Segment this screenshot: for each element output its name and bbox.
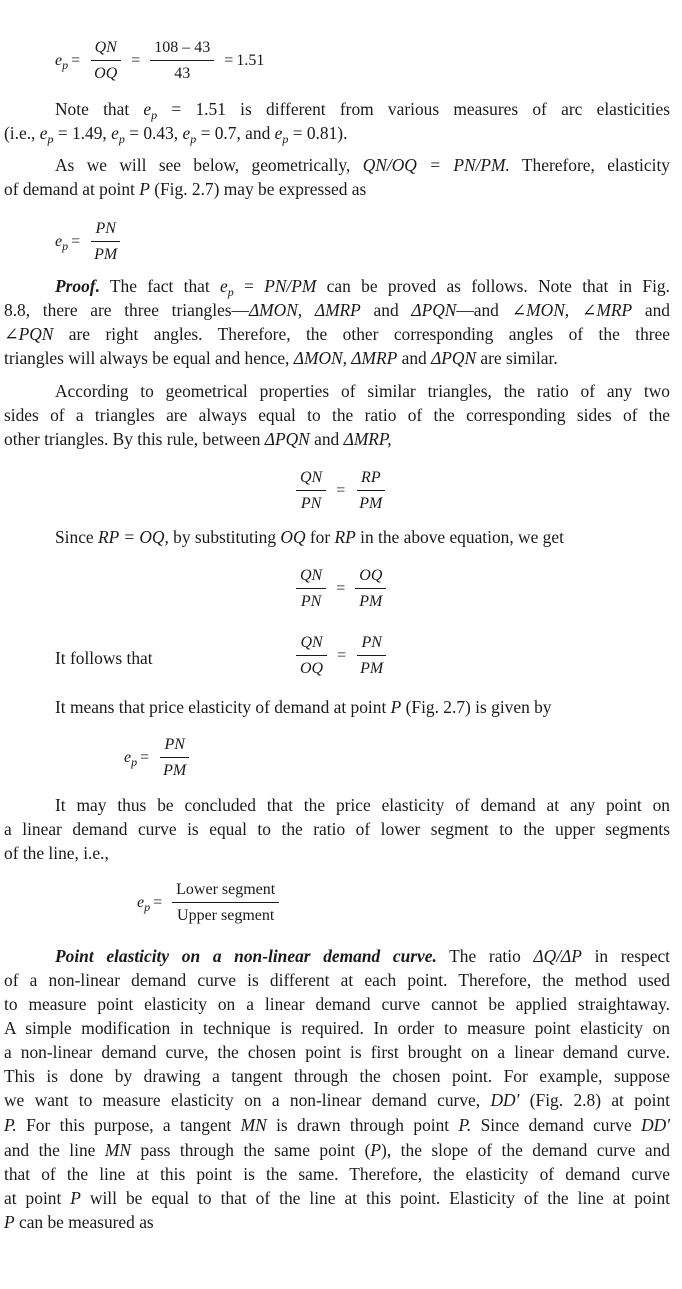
para9-line4: A simple modification in technique is required. In order to measure point elasticity on	[4, 1018, 670, 1038]
para9-line2: of a non-linear demand curve is different at each point. Therefore, the method used	[4, 970, 670, 990]
equation-qn-pn-rp-pm: $\frac{QN}{PN}$ = $\frac{RP}{PM}$	[289, 468, 393, 513]
para4-line2: sides of a triangles are always equal to the ratio of the corresponding sides of the	[4, 405, 670, 425]
equation-ep-numeric	[55, 38, 264, 83]
para9-line1: Point elasticity on a non-linear demand curve. The ratio ΔQ/ΔP in respect	[55, 946, 671, 966]
fraction-qn-oq: $\frac{QN}{OQ}$	[90, 38, 121, 83]
para9-line8: P. For this purpose, a tangent MN is drawn through point P. Since demand curve DD′	[4, 1115, 671, 1135]
it-follows-text: It follows that	[55, 648, 153, 668]
ep-symbol: $e_p$	[55, 51, 69, 72]
equation-ep-pn-pm: $e_p$ = $\frac{PN}{PM}$	[55, 219, 128, 264]
para2-line2: of demand at point P (Fig. 2.7) may be expressed as	[4, 179, 367, 199]
nonlinear-heading: Point elasticity on a non-linear demand curve.	[55, 946, 437, 966]
para8-line1: It may thus be concluded that the price elasticity of demand at any point on	[55, 795, 670, 815]
equals-sign: =	[131, 51, 141, 69]
proof-heading: Proof.	[55, 276, 100, 296]
para4-line3: other triangles. By this rule, between ΔPQN and ΔMRP,	[4, 429, 392, 449]
para9-line9: and the line MN pass through the same point (P), the slope of the demand curve and	[4, 1140, 671, 1160]
para4-line1: According to geometrical properties of similar triangles, the ratio of any two	[55, 381, 670, 401]
para9-line12: P can be measured as	[4, 1212, 154, 1232]
para9-line5: a non-linear demand curve, the chosen point is first brought on a linear demand curve.	[4, 1042, 670, 1062]
para8-line2: a linear demand curve is equal to the ratio of lower segment to the upper segments	[4, 819, 670, 839]
fraction-numeric: $\frac{108 - 43}{43}$	[150, 38, 214, 83]
para9-line7: we want to measure elasticity on a non-linear demand curve, DD′ (Fig. 2.8) at point	[4, 1090, 670, 1110]
proof-line4: triangles will always be equal and hence, ΔMON, ΔMRP and ΔPQN are similar.	[4, 348, 558, 368]
proof-line1: Proof. The fact that $e_p = PN/PM$ can be proved as follows. Note that in Fig.	[55, 276, 670, 299]
proof-line3: ∠PQN are right angles. Therefore, the other corresponding angles of the three	[4, 324, 670, 344]
para9-line11: at point P will be equal to that of the line at this point. Elasticity of the line at point	[4, 1188, 670, 1208]
para7-line1: It means that price elasticity of demand at point P (Fig. 2.7) is given by	[55, 697, 552, 717]
proof-line2: 8.8, there are three triangles—ΔMON, ΔMRP and ΔPQN—and ∠MON, ∠MRP and	[4, 300, 670, 320]
para1-line2: (i.e., $e_p = 1.49$, $e_p = 0.43$, $e_p = 0.7$, and $e_p = 0.81$).	[4, 123, 348, 146]
fraction-pn-pm: $\frac{PN}{PM}$	[90, 219, 121, 264]
equals-sign: =	[71, 51, 81, 69]
para2-line1: As we will see below, geometrically, QN/OQ = PN/PM. Therefore, elasticity	[55, 155, 670, 175]
para5-line1: Since RP = OQ, by substituting OQ for RP in the above equation, we get	[55, 527, 564, 547]
equals-sign: =	[224, 51, 234, 69]
para1-line1: Note that $e_p = 1.51$ is different from various measures of arc elasticities	[55, 99, 670, 122]
equation-qn-oq-pn-pm: $\frac{QN}{OQ}$ = $\frac{PN}{PM}$	[289, 633, 394, 678]
para9-line10: that of the line at this point is the same. Therefore, the elasticity of demand curve	[4, 1164, 670, 1184]
para9-line6: This is done by drawing a tangent through the chosen point. For example, suppose	[4, 1066, 670, 1086]
equation-ep-pn-pm-2: $e_p$ = $\frac{PN}{PM}$	[124, 735, 197, 780]
para8-line3: of the line, i.e.,	[4, 843, 109, 863]
para9-line3: to measure point elasticity on a linear demand curve cannot be applied straightaway.	[4, 994, 670, 1014]
equation-ep-segments: $e_p$ = $\frac{\text{Lower segment}}{\text{Upper segment}}$	[137, 880, 286, 925]
ep-result: 1.51	[236, 51, 265, 69]
equation-qn-pn-oq-pm: $\frac{QN}{PN}$ = $\frac{OQ}{PM}$	[289, 566, 393, 611]
